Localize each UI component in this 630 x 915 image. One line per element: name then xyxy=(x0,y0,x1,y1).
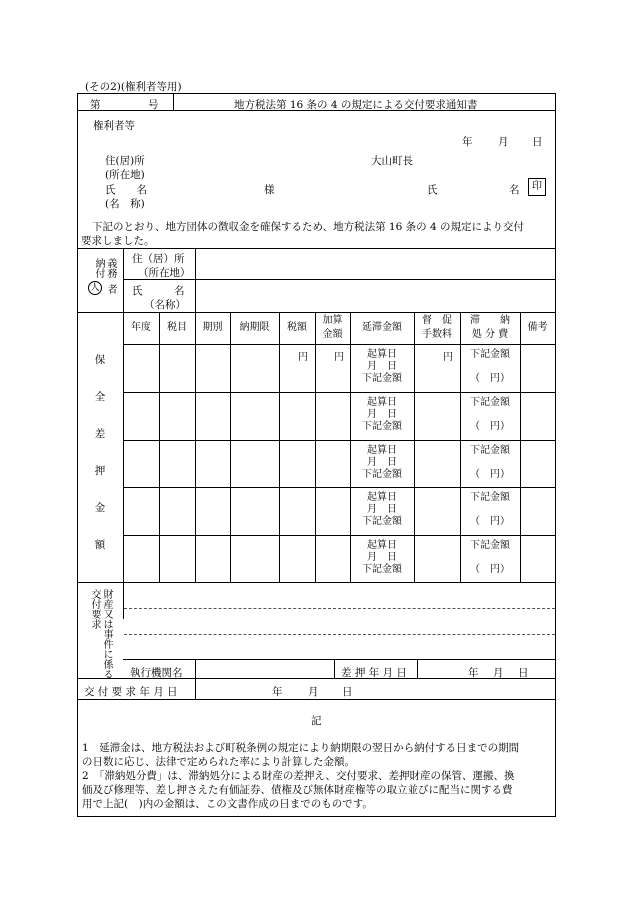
header-additional-1: 加算 xyxy=(322,315,343,326)
delinquency-line-0: 起算日 xyxy=(367,445,397,456)
intro-text-2: 要求しました。 xyxy=(81,235,155,247)
disposal-top: 下記金額 xyxy=(470,540,510,551)
amount-side-label-0: 保 xyxy=(94,354,106,366)
header-period: 期別 xyxy=(202,322,223,333)
form-title: 地方税法第 16 条の 4 の規定による交付要求通知書 xyxy=(234,99,478,111)
yen-tax-amount: 円 xyxy=(298,352,308,363)
amount-side-label-4: 金 xyxy=(94,502,106,514)
taxpayer-address-label: 住（居）所 xyxy=(132,253,185,265)
property-side-label-b: 財産又は事件に係る xyxy=(101,589,112,679)
execution-agency-label: 執行機関名 xyxy=(130,667,183,679)
sama-suffix: 様 xyxy=(264,184,275,196)
header-disposal-1: 滞 納 xyxy=(470,315,510,326)
delinquency-line-1: 月 日 xyxy=(367,361,397,372)
taxpayer-address-sub: （所在地） xyxy=(138,267,191,279)
address-label: 住(居)所 xyxy=(105,155,145,167)
amount-side-label-1: 全 xyxy=(94,391,106,403)
header-demand-fee-1: 督 促 xyxy=(422,315,452,326)
taxpayer-name-sub: （名称） xyxy=(144,299,186,311)
seizure-month: 月 xyxy=(493,667,504,679)
date-month: 月 xyxy=(498,136,509,148)
taxpayer-circle-label: 人 xyxy=(88,281,102,295)
seizure-date-label: 差 押 年 月 日 xyxy=(341,667,407,679)
header-tax-item: 税目 xyxy=(167,322,187,333)
property-side-label-a: 交付要求 xyxy=(89,589,100,629)
disposal-bottom: （ 円） xyxy=(470,469,510,480)
amount-side-label-3: 押 xyxy=(94,465,106,477)
disposal-top: 下記金額 xyxy=(470,397,510,408)
note-2-line-1: 2 「滞納処分費」は、滞納処分による財産の差押え、交付要求、差押財産の保管、運搬、換 xyxy=(82,770,515,782)
name-sublabel: (名 称) xyxy=(105,198,145,210)
delinquency-line-0: 起算日 xyxy=(367,492,397,503)
date-day: 日 xyxy=(532,136,543,148)
mayor-mei: 名 xyxy=(509,184,520,196)
name-label: 氏 名 xyxy=(105,184,147,196)
request-day: 日 xyxy=(342,686,353,698)
disposal-top: 下記金額 xyxy=(470,492,510,503)
yen-additional: 円 xyxy=(334,352,344,363)
rights-holder-label: 権利者等 xyxy=(93,120,135,132)
seizure-day: 日 xyxy=(518,667,529,679)
request-month: 月 xyxy=(308,686,319,698)
disposal-top: 下記金額 xyxy=(470,445,510,456)
taxpayer-side-label-a: 納付 xyxy=(93,258,104,278)
mayor-shi: 氏 xyxy=(427,184,438,196)
number-label-suffix: 号 xyxy=(148,99,159,111)
amount-side-label-2: 差 xyxy=(94,428,106,440)
header-year: 年度 xyxy=(131,322,151,333)
disposal-bottom: （ 円） xyxy=(470,421,510,432)
mayor-title: 大山町長 xyxy=(371,155,413,167)
disposal-bottom: （ 円） xyxy=(470,516,510,527)
delinquency-line-1: 月 日 xyxy=(367,504,397,515)
delinquency-line-1: 月 日 xyxy=(367,409,397,420)
delinquency-line-1: 月 日 xyxy=(367,457,397,468)
note-1-line-2: の日数に応じ、法律で定められた率により計算した金額。 xyxy=(82,756,355,768)
request-year: 年 xyxy=(272,686,283,698)
number-label-prefix: 第 xyxy=(90,99,101,111)
date-year: 年 xyxy=(462,136,473,148)
yen-demand-fee: 円 xyxy=(443,352,453,363)
note-1-line-1: 1 延滞金は、地方税法および町税条例の規定により納期限の翌日から納付する日までの期間 xyxy=(82,742,520,754)
delinquency-line-1: 月 日 xyxy=(367,552,397,563)
note-2-line-3: 用で上記( )内の金額は、この文書作成の日までのものです。 xyxy=(82,798,373,810)
taxpayer-name-label: 氏 名 xyxy=(132,285,185,297)
header-demand-fee-2: 手数料 xyxy=(422,329,452,340)
delinquency-line-2: 下記金額 xyxy=(362,564,402,575)
header-additional-2: 金額 xyxy=(322,329,343,340)
seal-stamp-box: 印 xyxy=(528,178,546,196)
intro-text-1: 下記のとおり、地方団体の徴収金を確保するため、地方税法第 16 条の 4 の規定により交付 xyxy=(92,221,524,233)
note-2-line-2: 価及び修理等、差し押さえた有価証券、債権及び無体財産権等の取立並びに配当に関する費 xyxy=(82,784,513,796)
address-sublabel: (所在地) xyxy=(105,169,145,181)
header-remarks: 備考 xyxy=(527,322,548,333)
amount-side-label-5: 額 xyxy=(94,539,106,551)
header-disposal-2: 処 分 費 xyxy=(471,329,509,340)
form-caption: (その2)(権利者等用) xyxy=(85,81,182,93)
notes-heading: 記 xyxy=(311,715,322,727)
request-date-label: 交 付 要 求 年 月 日 xyxy=(84,686,178,698)
tax-notice-form xyxy=(77,93,556,817)
disposal-bottom: （ 円） xyxy=(470,373,510,384)
header-tax-amount: 税額 xyxy=(287,322,307,333)
delinquency-line-2: 下記金額 xyxy=(362,373,402,384)
taxpayer-side-label-c: 者 xyxy=(105,284,116,294)
delinquency-line-0: 起算日 xyxy=(367,397,397,408)
delinquency-line-2: 下記金額 xyxy=(362,516,402,527)
seizure-year: 年 xyxy=(468,667,479,679)
disposal-top: 下記金額 xyxy=(470,349,510,360)
delinquency-line-0: 起算日 xyxy=(367,349,397,360)
delinquency-line-2: 下記金額 xyxy=(362,469,402,480)
delinquency-line-0: 起算日 xyxy=(367,540,397,551)
delinquency-line-2: 下記金額 xyxy=(362,421,402,432)
header-due-date: 納期限 xyxy=(239,322,270,333)
taxpayer-side-label-b: 義務 xyxy=(105,258,116,278)
header-delinquency: 延滞金額 xyxy=(362,322,402,333)
disposal-bottom: （ 円） xyxy=(470,564,510,575)
